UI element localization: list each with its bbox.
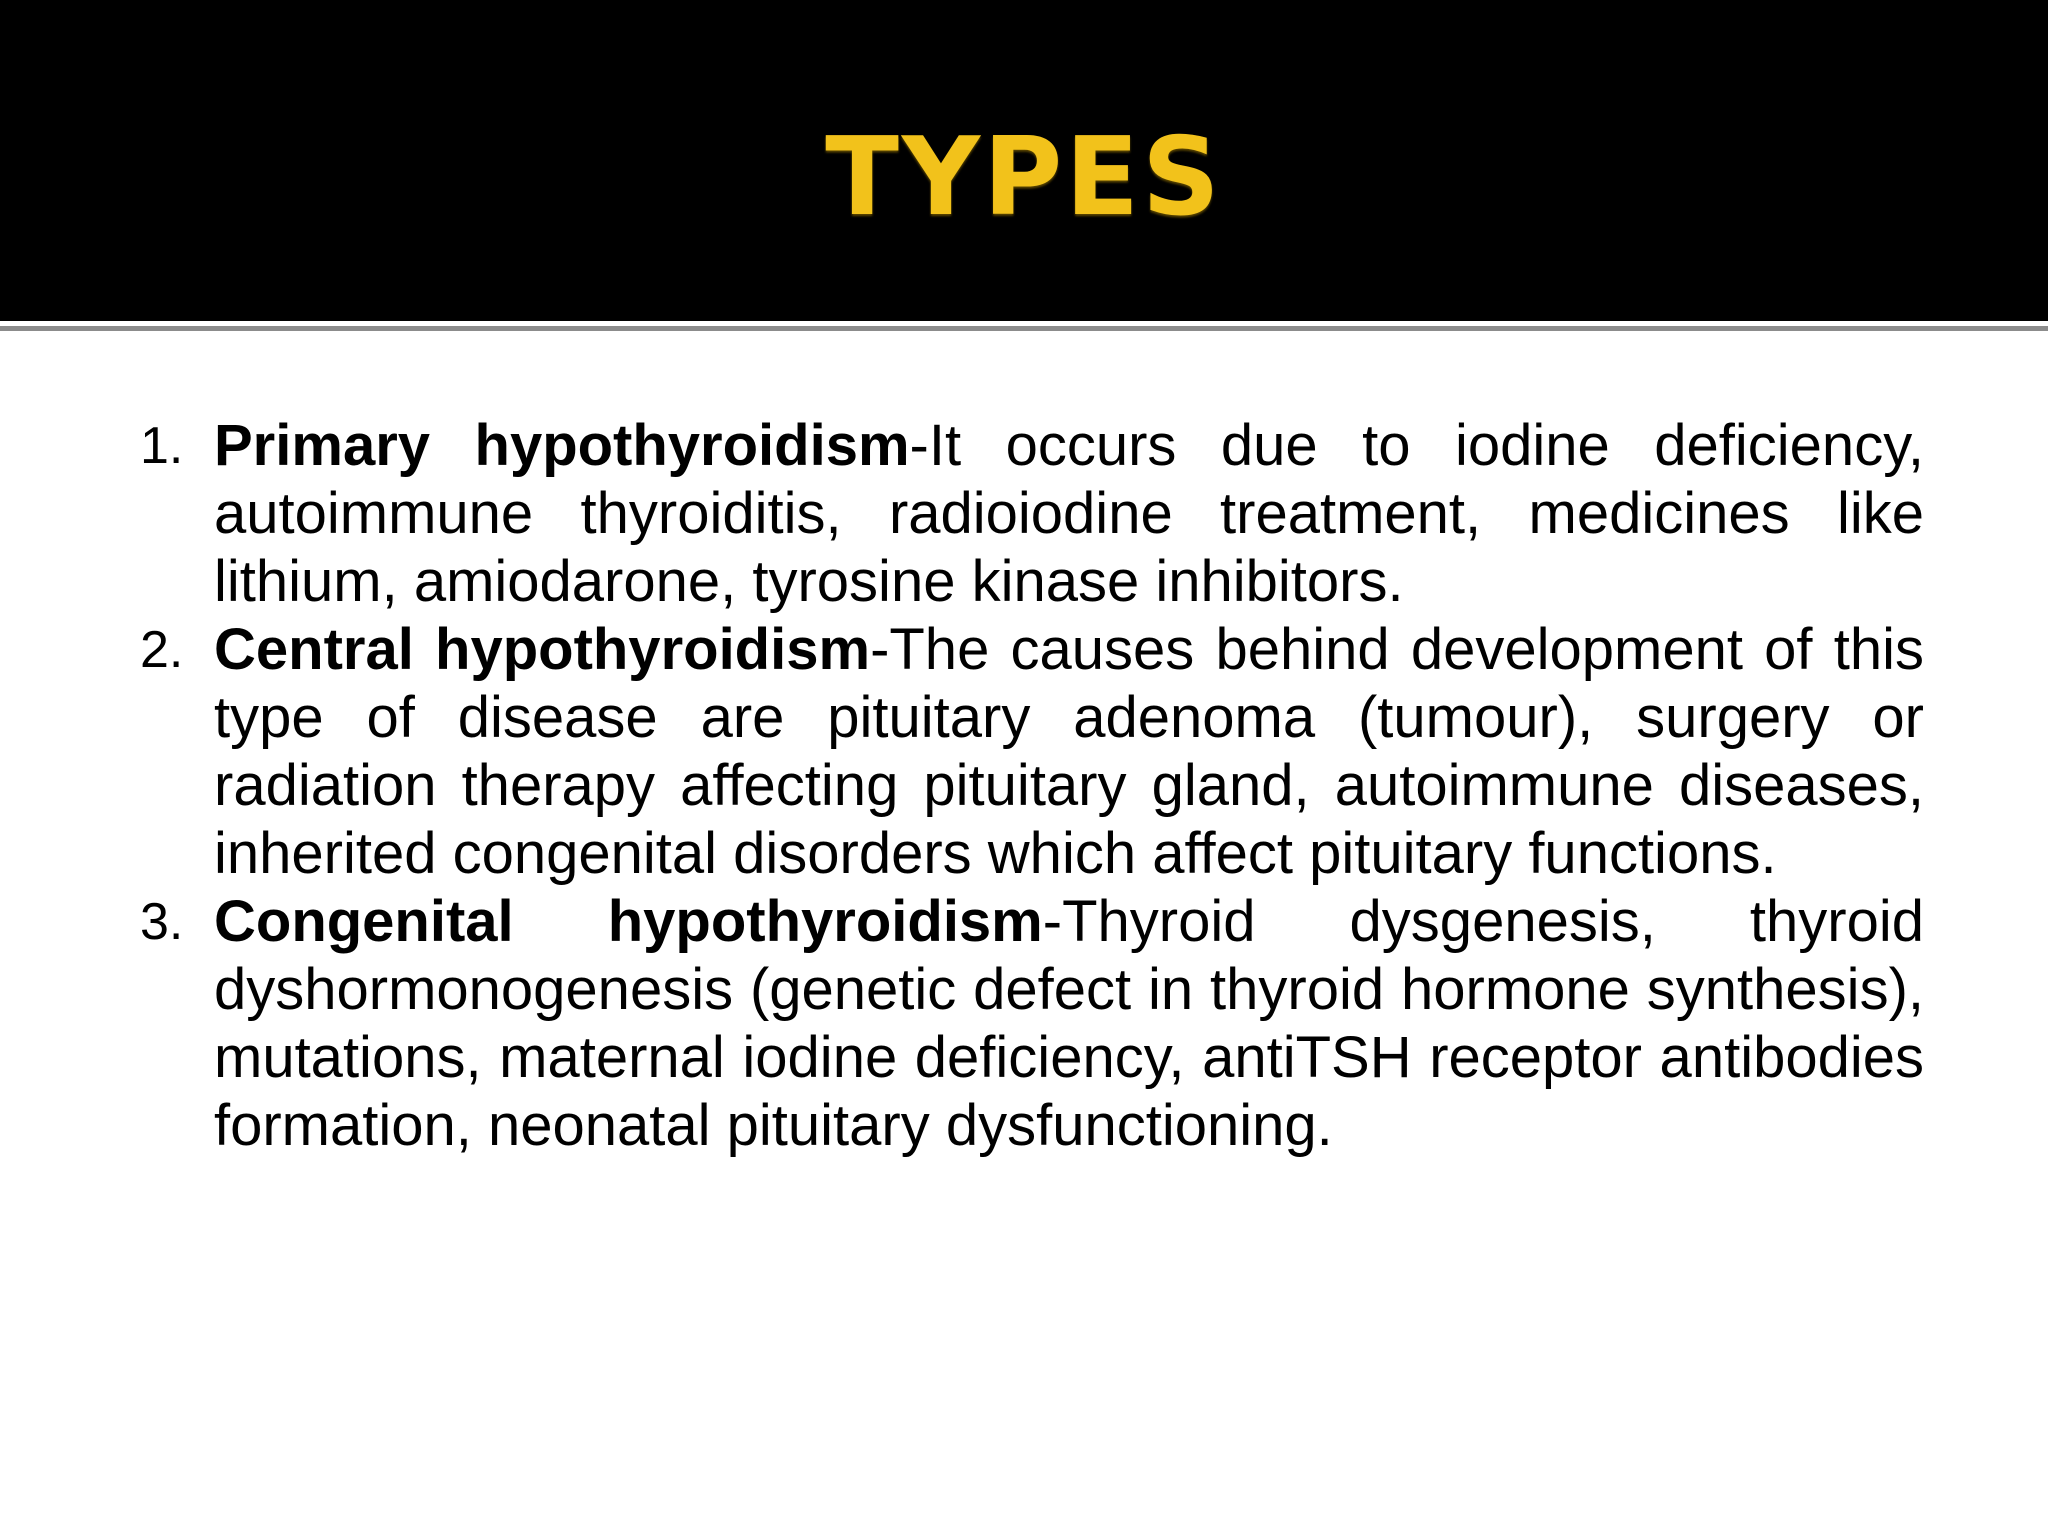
list-item-description: -The causes behind development of this type of disease are pituitary adenoma (tumour), surgery or radiation therapy affecting pituitary gland, autoimmune diseases, inherited congenital disorders which affect pituitary functions.: [214, 617, 1924, 886]
slide-title: TYPES: [825, 115, 1223, 240]
list-item-number: 2.: [140, 621, 184, 679]
list-item-congenital: [140, 888, 1924, 1160]
list-item-number: 1.: [140, 417, 184, 475]
title-divider: [0, 326, 2048, 331]
types-list: [140, 412, 1924, 1160]
list-item-description: -It occurs due to iodine deficiency, autoimmune thyroiditis, radioiodine treatment, medicines like lithium, amiodarone, tyrosine kinase inhibitors.: [214, 413, 1925, 614]
list-item-primary: [140, 412, 1924, 616]
list-item-term: Central hypothyroidism: [214, 617, 871, 682]
list-item-term: Primary hypothyroidism: [214, 413, 910, 478]
list-item-number: 3.: [140, 893, 184, 951]
list-item-description: -Thyroid dysgenesis, thyroid dyshormonogenesis (genetic defect in thyroid hormone synthesis), mutations, maternal iodine deficiency, antiTSH receptor antibodies formation, neonatal pituitary dysfunctioning.: [214, 889, 1924, 1158]
list-item-central: [140, 616, 1924, 888]
list-item-term: Congenital hypothyroidism: [214, 889, 1043, 954]
